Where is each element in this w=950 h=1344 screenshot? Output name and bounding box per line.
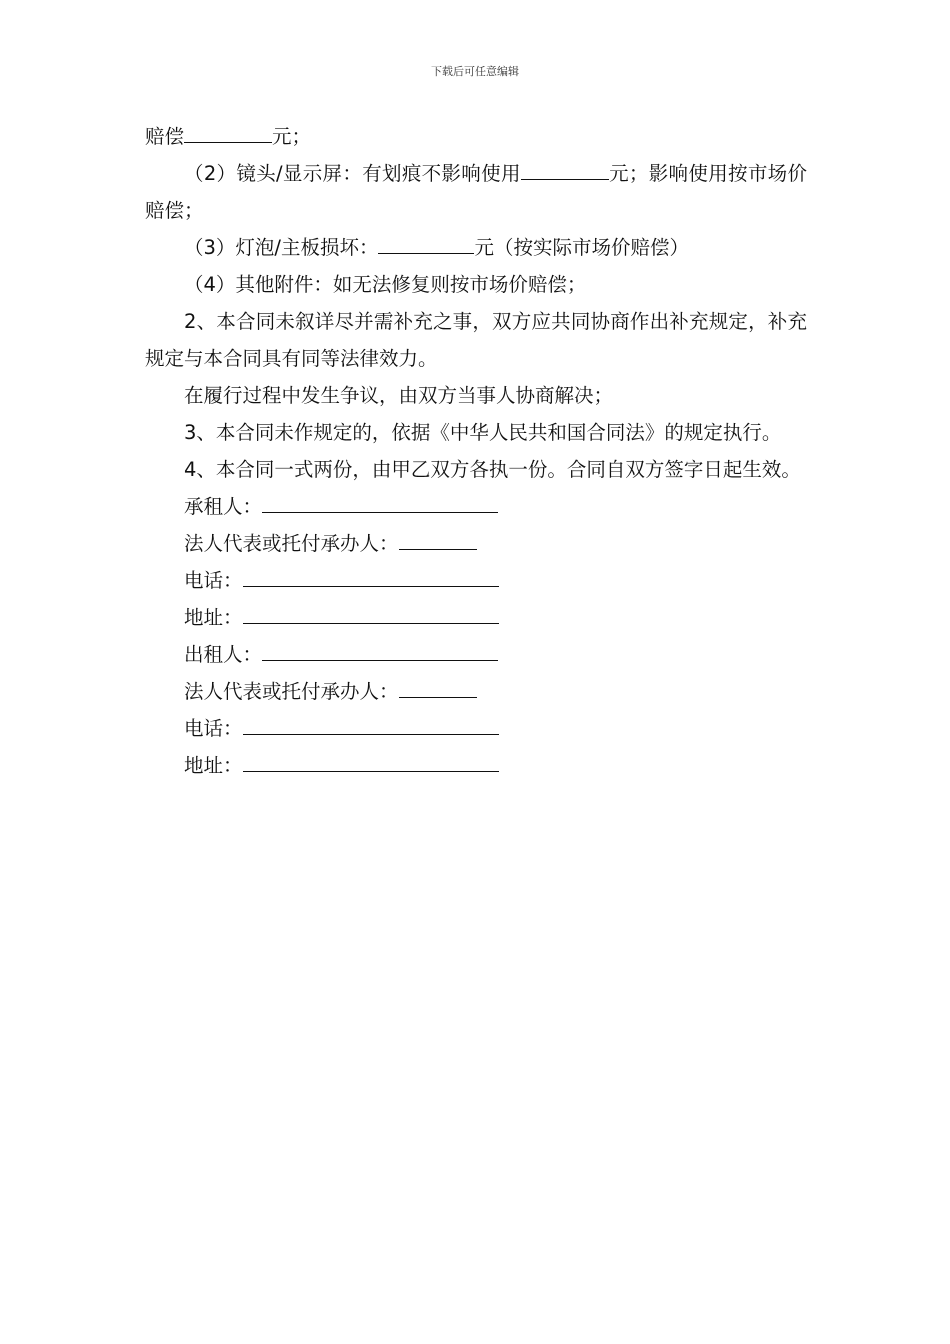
- paragraph-copies: 4、本合同一式两份，由甲乙双方各执一份。合同自双方签字日起生效。: [184, 458, 801, 481]
- lessor-label: 出租人：: [184, 643, 263, 666]
- lessor-rep-line: [145, 673, 807, 710]
- lessor-phone-label: 电话：: [184, 717, 243, 740]
- paragraph-dispute: 在履行过程中发生争议，由双方当事人协商解决；: [184, 384, 614, 407]
- lessee-rep-label: 法人代表或托付承办人：: [184, 532, 399, 555]
- paragraph-other-accessories: （4）其他附件：如无法修复则按市场价赔偿；: [184, 273, 587, 296]
- bulb-board-text: （3）灯泡/主板损坏：: [184, 236, 379, 259]
- lessor-blank[interactable]: [262, 641, 498, 661]
- lessor-address-blank[interactable]: [243, 752, 499, 772]
- lessee-blank[interactable]: [262, 493, 498, 513]
- lessee-rep-line: [145, 525, 807, 562]
- lessee-phone-label: 电话：: [184, 569, 243, 592]
- lessee-address-label: 地址：: [184, 606, 243, 629]
- lessor-phone-blank[interactable]: [243, 715, 499, 735]
- bulb-board-amount-blank[interactable]: [378, 234, 474, 254]
- lessor-phone-line: [145, 710, 807, 747]
- paragraph-compensation-tail: [145, 118, 807, 155]
- lessee-rep-blank[interactable]: [399, 530, 477, 550]
- lessee-phone-line: [145, 562, 807, 599]
- lessee-label: 承租人：: [184, 495, 263, 518]
- lessee-address-line: [145, 599, 807, 636]
- lessor-line: [145, 636, 807, 673]
- lessor-address-label: 地址：: [184, 754, 243, 777]
- compensation-label: 赔偿: [145, 125, 185, 148]
- compensation-amount-blank[interactable]: [184, 123, 272, 143]
- compensation-unit: 元；: [272, 125, 312, 148]
- lessor-rep-blank[interactable]: [399, 678, 477, 698]
- lessee-line: [145, 488, 807, 525]
- page-header-note: 下载后可任意编辑: [431, 65, 519, 78]
- lens-screen-amount-blank[interactable]: [521, 160, 609, 180]
- lessor-rep-label: 法人代表或托付承办人：: [184, 680, 399, 703]
- lens-screen-tail: 元；影响使用按市场价赔偿；: [145, 162, 807, 222]
- paragraph-legal-basis: 3、本合同未作规定的，依据《中华人民共和国合同法》的规定执行。: [184, 421, 782, 444]
- paragraph-supplement: 2、本合同未叙详尽并需补充之事，双方应共同协商作出补充规定，补充规定与本合同具有同等法律效力。: [145, 310, 807, 370]
- lens-screen-text: （2）镜头/显示屏：有划痕不影响使用: [184, 162, 521, 185]
- lessee-address-blank[interactable]: [243, 604, 499, 624]
- bulb-board-tail: 元（按实际市场价赔偿）: [474, 236, 689, 259]
- lessee-phone-blank[interactable]: [243, 567, 499, 587]
- contract-body: [145, 118, 807, 784]
- paragraph-bulb-board: [145, 229, 807, 266]
- lessor-address-line: [145, 747, 807, 784]
- paragraph-lens-screen: [145, 155, 807, 229]
